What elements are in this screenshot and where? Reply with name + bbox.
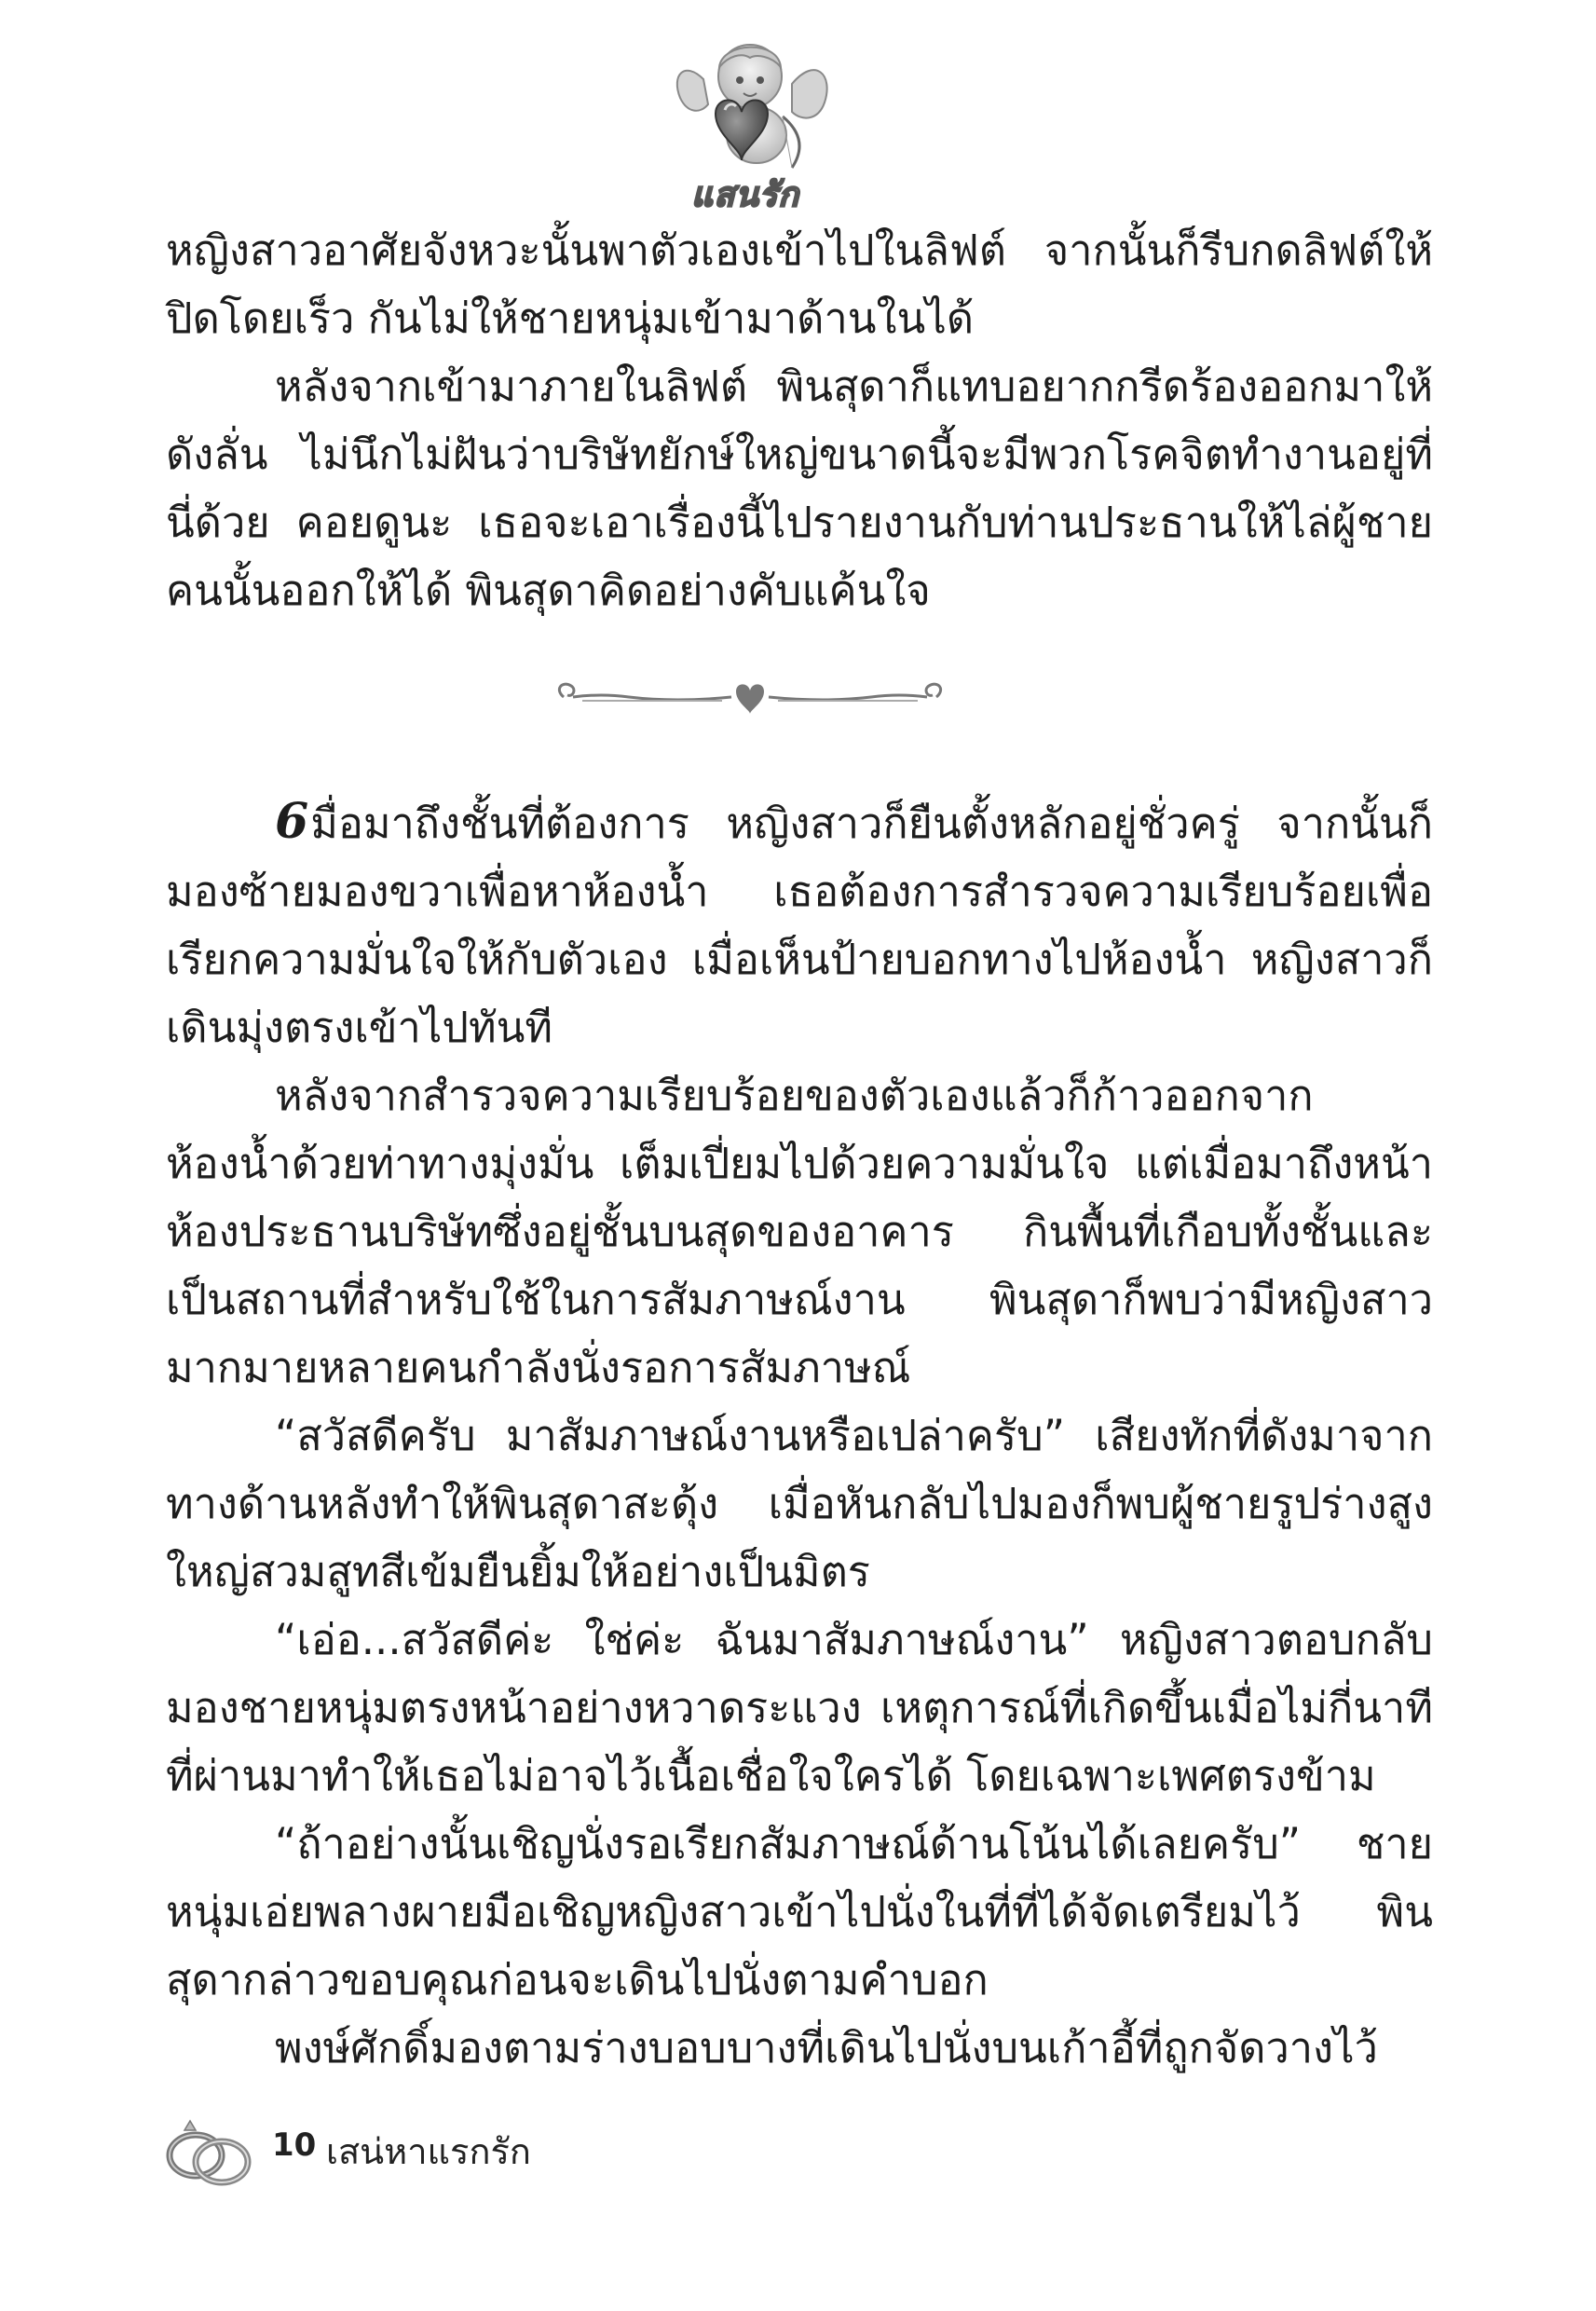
paragraph: “ถ้าอย่างนั้นเชิญนั่งรอเรียกสัมภาษณ์ด้านโน้นได้เลยครับ” ชายหนุ่มเอ่ยพลางผายมือเชิญหญิงสาวเข้าไปนั่งในที่ที่ได้จัดเตรียมไว้ พินสุดากล่าวขอบคุณก่อนจะเดินไปนั่งตามคำบอก	[166, 1819, 1433, 2004]
wedding-rings-icon	[158, 2104, 261, 2197]
publisher-logo-text: แสนรัก	[691, 175, 799, 214]
page-footer	[158, 2104, 717, 2197]
paragraph: หลังจากเข้ามาภายในลิฟต์ พินสุดาก็แทบอยากกรีดร้องออกมาให้ดังลั่น ไม่นึกไม่ฝันว่าบริษัทยักษ์ใหญ่ขนาดนี้จะมีพวกโรคจิตทำงานอยู่ที่นี่ด้วย คอยดูนะ เธอจะเอาเรื่องนี้ไปรายงานกับท่านประธานให้ไล่ผู้ชายคนนั้นออกให้ได้ พินสุดาคิดอย่างคับแค้นใจ	[166, 362, 1433, 615]
paragraph-text: มื่อมาถึงชั้นที่ต้องการ หญิงสาวก็ยืนตั้งหลักอยู่ชั่วครู่ จากนั้นก็มองซ้ายมองขวาเพื่อหาห้องน้ำ เธอต้องการสำรวจความเรียบร้อยเพื่อเรียกความมั่นใจให้กับตัวเอง เมื่อเห็นป้ายบอกทางไปห้องน้ำ หญิงสาวก็เดินมุ่งตรงเข้าไปทันที	[166, 799, 1433, 1052]
paragraph: หญิงสาวอาศัยจังหวะนั้นพาตัวเองเข้าไปในลิฟต์ จากนั้นก็รีบกดลิฟต์ให้ปิดโดยเร็ว กันไม่ให้ชายหนุ่มเข้ามาด้านในได้	[166, 226, 1433, 343]
book-title: เสน่หาแรกรัก	[326, 2131, 531, 2172]
cupid-heart-icon	[652, 28, 839, 177]
body-text-section-2	[166, 787, 1433, 2082]
body-text-section-1	[166, 216, 1433, 624]
publisher-logo	[652, 28, 839, 214]
paragraph	[166, 787, 1433, 1061]
page-number: 10	[272, 2126, 317, 2164]
drop-cap: 6	[275, 793, 309, 850]
paragraph: หลังจากสำรวจความเรียบร้อยของตัวเองแล้วก็ก้าวออกจากห้องน้ำด้วยท่าทางมุ่งมั่น เต็มเปี่ยมไปด้วยความมั่นใจ แต่เมื่อมาถึงหน้าห้องประธานบริษัทซึ่งอยู่ชั้นบนสุดของอาคาร กินพื้นที่เกือบทั้งชั้นและเป็นสถานที่สำหรับใช้ในการสัมภาษณ์งาน พินสุดาก็พบว่ามีหญิงสาวมากมายหลายคนกำลังนั่งรอการสัมภาษณ์	[166, 1071, 1433, 1392]
heart-scroll-divider-icon	[545, 669, 955, 725]
paragraph: “สวัสดีครับ มาสัมภาษณ์งานหรือเปล่าครับ” เสียงทักที่ดังมาจากทางด้านหลังทำให้พินสุดาสะดุ้ง เมื่อหันกลับไปมองก็พบผู้ชายรูปร่างสูงใหญ่สวมสูทสีเข้มยืนยิ้มให้อย่างเป็นมิตร	[166, 1411, 1433, 1596]
paragraph: พงษ์ศักดิ์มองตามร่างบอบบางที่เดินไปนั่งบนเก้าอี้ที่ถูกจัดวางไว้	[275, 2023, 1378, 2072]
paragraph: “เอ่อ...สวัสดีค่ะ ใช่ค่ะ ฉันมาสัมภาษณ์งาน” หญิงสาวตอบกลับมองชายหนุ่มตรงหน้าอย่างหวาดระแวง เหตุการณ์ที่เกิดขึ้นเมื่อไม่กี่นาทีที่ผ่านมาทำให้เธอไม่อาจไว้เนื้อเชื่อใจใครได้ โดยเฉพาะเพศตรงข้าม	[166, 1615, 1433, 1800]
